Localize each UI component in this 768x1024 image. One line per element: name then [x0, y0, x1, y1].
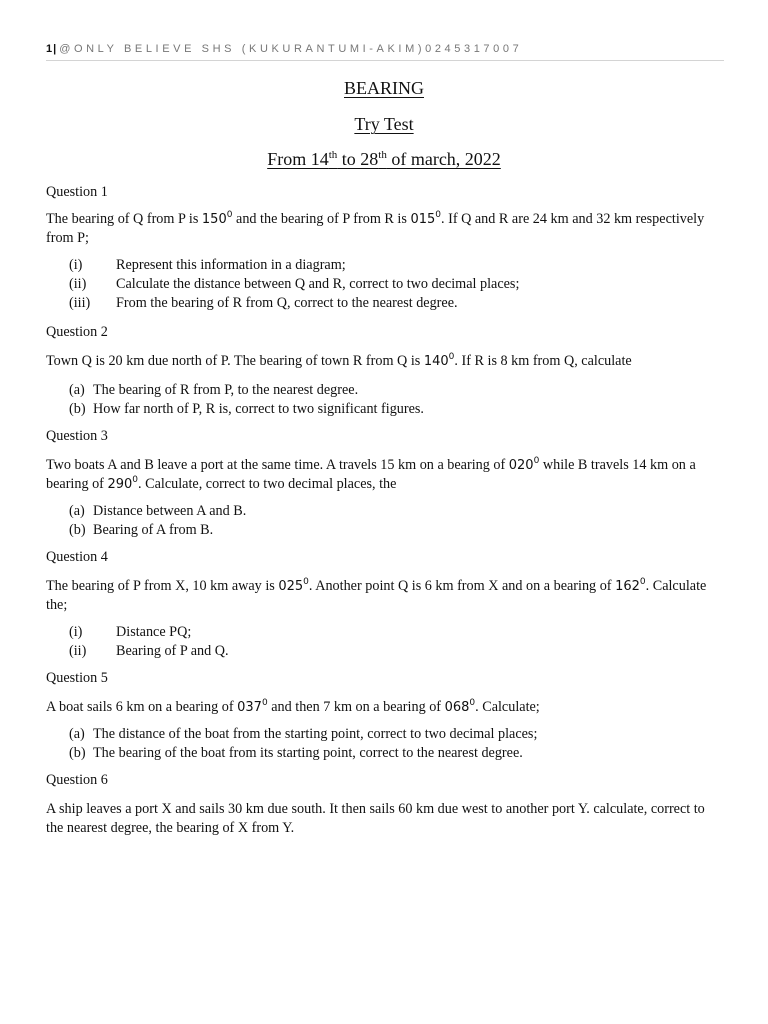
- question-text: A boat sails 6 km on a bearing of $037^0$ and then 7 km on a bearing of $068^0$. Calculate;: [46, 698, 540, 715]
- question-text: The bearing of P from X, 10 km away is $025^0$. Another point Q is 6 km from X and on a bearing of $162^0$. Calculate the;: [46, 577, 707, 613]
- question-text: Two boats A and B leave a port at the same time. A travels 15 km on a bearing of $020^0$ while B travels 14 km on a bearing of $290^0$. Calculate, correct to two decimal places, the: [46, 456, 696, 492]
- questions-body: [46, 183, 716, 838]
- question-subitems: [46, 623, 716, 661]
- question-subitems: [46, 381, 716, 419]
- list-item: (b) How far north of P, R is, correct to two significant figures.: [69, 401, 424, 417]
- list-item: (a) The bearing of R from P, to the nearest degree.: [69, 382, 359, 398]
- page-number: 1: [46, 43, 54, 55]
- question-text: Town Q is 20 km due north of P. The bearing of town R from Q is $140^0$. If R is 8 km from Q, calculate: [46, 352, 632, 369]
- list-item: (a) Distance between A and B.: [69, 503, 247, 519]
- question-heading: Question 3: [46, 428, 108, 444]
- list-item: (i) Distance PQ;: [69, 624, 192, 640]
- list-item: (ii) Bearing of P and Q.: [69, 643, 229, 659]
- list-item: (b) The bearing of the boat from its starting point, correct to the nearest degree.: [69, 745, 523, 761]
- header-school-text: @ONLY BELIEVE SHS (KUKURANTUMI-AKIM)0245317007: [59, 43, 523, 55]
- list-item: (ii) Calculate the distance between Q and R, correct to two decimal places;: [69, 276, 520, 292]
- list-item: (a) The distance of the boat from the starting point, correct to two decimal places;: [69, 726, 538, 742]
- list-item: (i) Represent this information in a diagram;: [69, 257, 346, 273]
- question-heading: Question 6: [46, 772, 108, 788]
- question-heading: Question 5: [46, 670, 108, 686]
- question-subitems: [46, 256, 716, 313]
- question-subitems: [46, 725, 716, 763]
- header-separator: |: [53, 43, 58, 55]
- question-heading: Question 2: [46, 324, 108, 340]
- question-text: A ship leaves a port X and sails 30 km due south. It then sails 60 km due west to another port Y. calculate, correct to the nearest degree, the bearing of X from Y.: [46, 801, 705, 836]
- question-heading: Question 4: [46, 549, 108, 565]
- document-date-range: From 14th to 28th of march, 2022: [267, 149, 501, 169]
- header-divider: [46, 60, 724, 61]
- question-text: The bearing of Q from P is $150^0$ and the bearing of P from R is $015^0$. If Q and R are 24 km and 32 km respectively from P;: [46, 210, 705, 246]
- question-subitems: [46, 502, 716, 540]
- document-title: BEARING: [344, 78, 424, 98]
- page-header: [46, 43, 722, 55]
- question-heading: Question 1: [46, 184, 108, 200]
- list-item: (iii) From the bearing of R from Q, correct to the nearest degree.: [69, 295, 458, 311]
- list-item: (b) Bearing of A from B.: [69, 522, 214, 538]
- document-subtitle: Try Test: [354, 114, 414, 134]
